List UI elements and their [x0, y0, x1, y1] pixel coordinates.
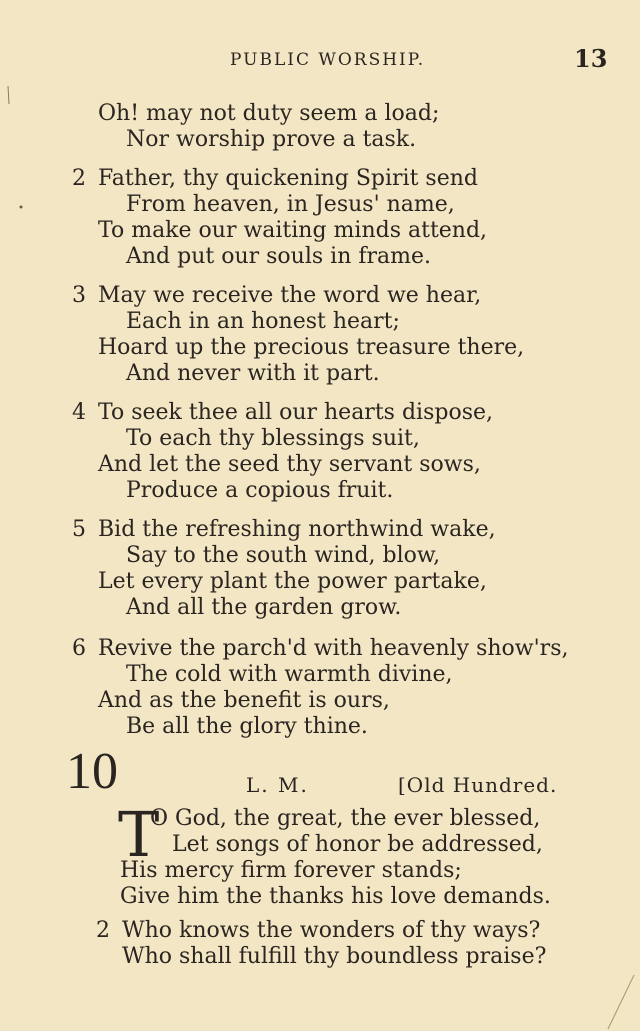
verse-line: O God, the great, the ever blessed,: [150, 806, 541, 831]
verse-line: Give him the thanks his love demands.: [120, 884, 551, 909]
verse-line: Let songs of honor be addressed,: [172, 832, 543, 857]
stanza-number: 6: [72, 636, 86, 661]
stanza-number: 2: [72, 166, 86, 191]
hymn-number: 10: [66, 743, 118, 800]
verse-line: To make our waiting minds attend,: [98, 218, 488, 243]
stanza-number: 3: [72, 283, 86, 308]
verse-line: Father, thy quickening Spirit send: [98, 166, 478, 191]
verse-line: Bid the refreshing northwind wake,: [98, 517, 496, 542]
verse-line: May we receive the word we hear,: [98, 283, 482, 308]
verse-line: Say to the south wind, blow,: [126, 543, 441, 568]
verse-line: And as the benefit is ours,: [98, 688, 390, 713]
drop-cap: T: [118, 798, 160, 871]
verse-line: And let the seed thy servant sows,: [98, 452, 481, 477]
verse-line: Produce a copious fruit.: [126, 478, 394, 503]
verse-line: And put our souls in frame.: [126, 244, 432, 269]
verse-line: Let every plant the power partake,: [98, 569, 487, 594]
verse-line: To seek thee all our hearts dispose,: [98, 400, 493, 425]
tune-name: [Old Hundred.: [398, 773, 558, 797]
verse-line: From heaven, in Jesus' name,: [126, 192, 455, 217]
paper-blemish: [606, 975, 636, 1031]
paper-blemish: [18, 204, 24, 210]
paper-blemish: [4, 86, 12, 106]
verse-line: The cold with warmth divine,: [126, 662, 453, 687]
verse-line: Who knows the wonders of thy ways?: [122, 918, 541, 943]
hymn-meter: L. M.: [246, 773, 309, 797]
verse-line: And never with it part.: [126, 361, 380, 386]
page-number: 13: [574, 44, 608, 73]
verse-line: To each thy blessings suit,: [126, 426, 420, 451]
verse-line: Revive the parch'd with heavenly show'rs,: [98, 636, 569, 661]
verse-line: Who shall fulfill thy boundless praise?: [122, 944, 547, 969]
verse-line: His mercy firm forever stands;: [120, 858, 462, 883]
verse-line: Nor worship prove a task.: [126, 127, 417, 152]
verse-line: Be all the glory thine.: [126, 714, 368, 739]
verse-line: And all the garden grow.: [126, 595, 402, 620]
stanza-number: 5: [72, 517, 86, 542]
stanza-number: 4: [72, 400, 86, 425]
verse-line: Hoard up the precious treasure there,: [98, 335, 525, 360]
verse-line: Each in an honest heart;: [126, 309, 400, 334]
running-header: PUBLIC WORSHIP.: [230, 50, 426, 70]
verse-line: Oh! may not duty seem a load;: [98, 101, 440, 126]
stanza-number: 2: [96, 918, 110, 943]
